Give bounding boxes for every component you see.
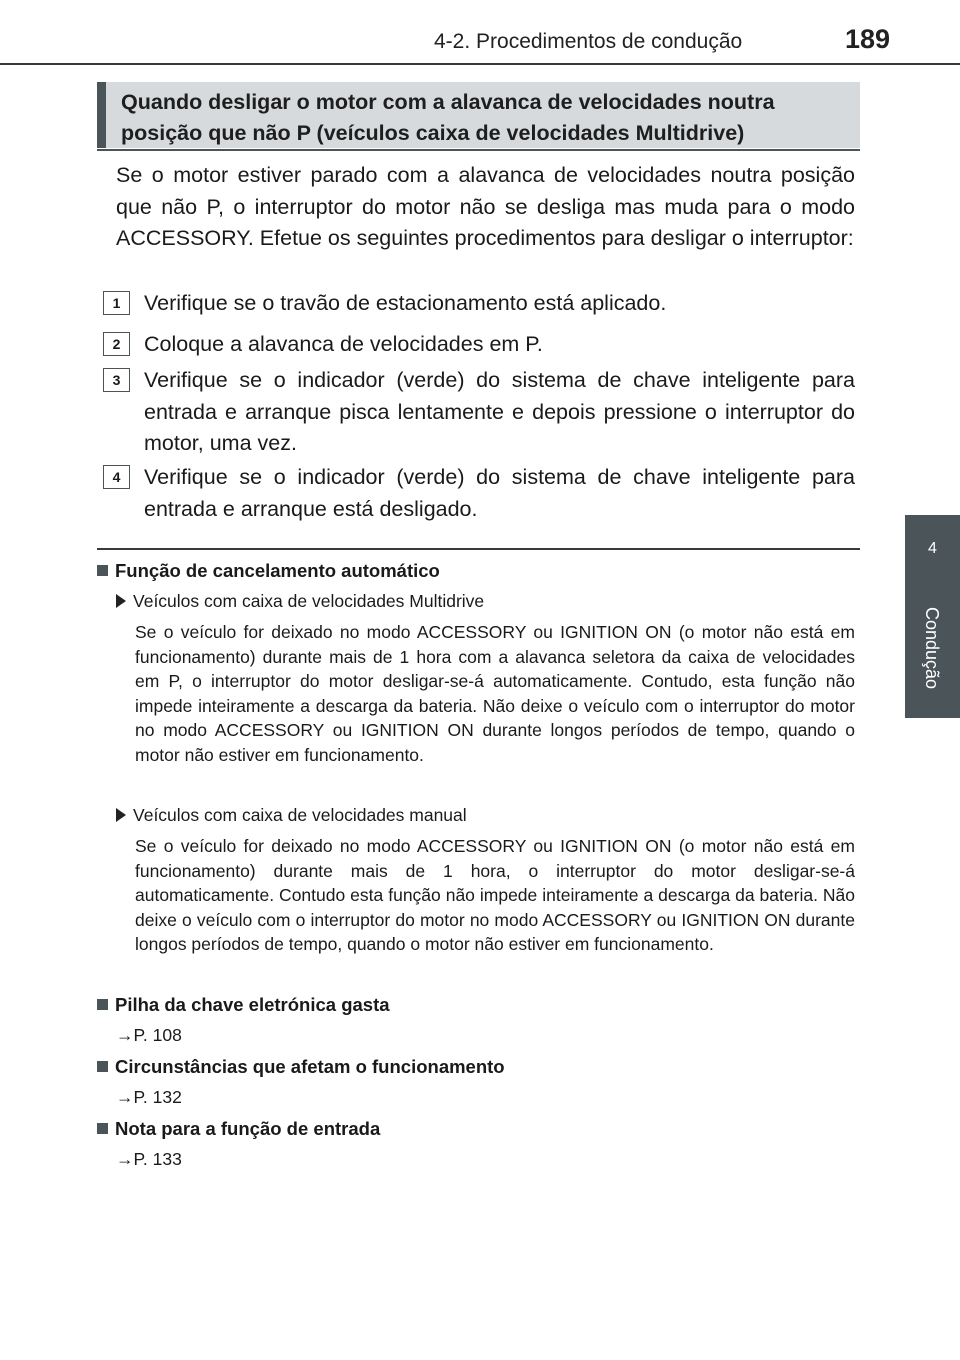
page-reference: →P. 133	[116, 1149, 182, 1169]
page-number: 189	[845, 24, 891, 54]
note-heading-entry	[97, 1118, 380, 1140]
section-title: Quando desligar o motor com a alavanca de velocidades noutra posição que não P (veículos caixa de velocidades Multidrive)	[121, 90, 775, 145]
square-bullet-icon	[97, 1123, 108, 1134]
notes-divider	[97, 548, 860, 550]
note-heading-circumstances	[97, 1056, 505, 1078]
page-reference: →P. 132	[116, 1087, 182, 1107]
square-bullet-icon	[97, 999, 108, 1010]
note-heading-battery	[97, 994, 390, 1016]
intro-paragraph: Se o motor estiver parado com a alavanca de velocidades noutra posição que não P, o interruptor do motor não se desliga mas muda para o modo ACCESSORY. Efetue os seguintes procedimentos para desligar o interruptor:	[116, 163, 855, 250]
step-number-badge: 3	[103, 368, 130, 392]
page-reference: →P. 108	[116, 1025, 182, 1045]
title-underline	[97, 149, 860, 151]
note-heading-text: Nota para a função de entrada	[115, 1118, 381, 1139]
chapter-tab-number: 4	[928, 540, 937, 557]
note-heading-text: Circunstâncias que afetam o funcionamento	[115, 1056, 505, 1077]
step-text: Verifique se o indicador (verde) do sistema de chave inteligente para entrada e arranque pisca lentamente e depois pressione o interruptor do motor, uma vez.	[144, 368, 855, 455]
square-bullet-icon	[97, 1061, 108, 1072]
chapter-tab-label: Condução	[922, 607, 942, 690]
sub-heading-manual	[116, 804, 467, 826]
triangle-bullet-icon	[116, 594, 126, 608]
note-paragraph-multidrive: Se o veículo for deixado no modo ACCESSORY ou IGNITION ON (o motor não está em funcionamento) durante mais de 1 hora com a alavanca seletora da caixa de velocidades em P, o interruptor do motor desligar-se-á automaticamente. Contudo, esta função não impede inteiramente a descarga da bateria. Não deixe o veículo com o interruptor do motor no modo ACCESSORY ou IGNITION ON durante longos períodos de tempo, quando o motor não estiver em funcionamento.	[135, 622, 855, 765]
section-title-box	[97, 82, 860, 148]
header-section-title: 4-2. Procedimentos de condução	[434, 30, 743, 53]
square-bullet-icon	[97, 565, 108, 576]
note-heading-text: Função de cancelamento automático	[115, 560, 440, 581]
sub-heading-text: Veículos com caixa de velocidades Multidrive	[133, 591, 485, 611]
header-divider	[0, 63, 960, 65]
step-number-badge: 4	[103, 465, 130, 489]
sub-heading-text: Veículos com caixa de velocidades manual	[133, 805, 467, 825]
step-text: Coloque a alavanca de velocidades em P.	[144, 332, 543, 356]
note-heading-text: Pilha da chave eletrónica gasta	[115, 994, 390, 1015]
note-paragraph-manual: Se o veículo for deixado no modo ACCESSORY ou IGNITION ON (o motor não está em funcionamento) durante mais de 1 hora, o interruptor do motor desligar-se-á automaticamente. Contudo esta função não impede inteiramente a descarga da bateria. Não deixe o veículo com o interruptor do motor no modo ACCESSORY ou IGNITION ON durante longos períodos de tempo, quando o motor não estiver em funcionamento.	[135, 836, 855, 955]
triangle-bullet-icon	[116, 808, 126, 822]
step-number-badge: 1	[103, 291, 130, 315]
note-heading-auto-cancel	[97, 560, 440, 582]
step-number-badge: 2	[103, 332, 130, 356]
sub-heading-multidrive	[116, 590, 484, 612]
step-text: Verifique se o travão de estacionamento está aplicado.	[144, 291, 667, 315]
step-text: Verifique se o indicador (verde) do sistema de chave inteligente para entrada e arranque está desligado.	[144, 465, 855, 521]
chapter-tab	[905, 515, 960, 718]
